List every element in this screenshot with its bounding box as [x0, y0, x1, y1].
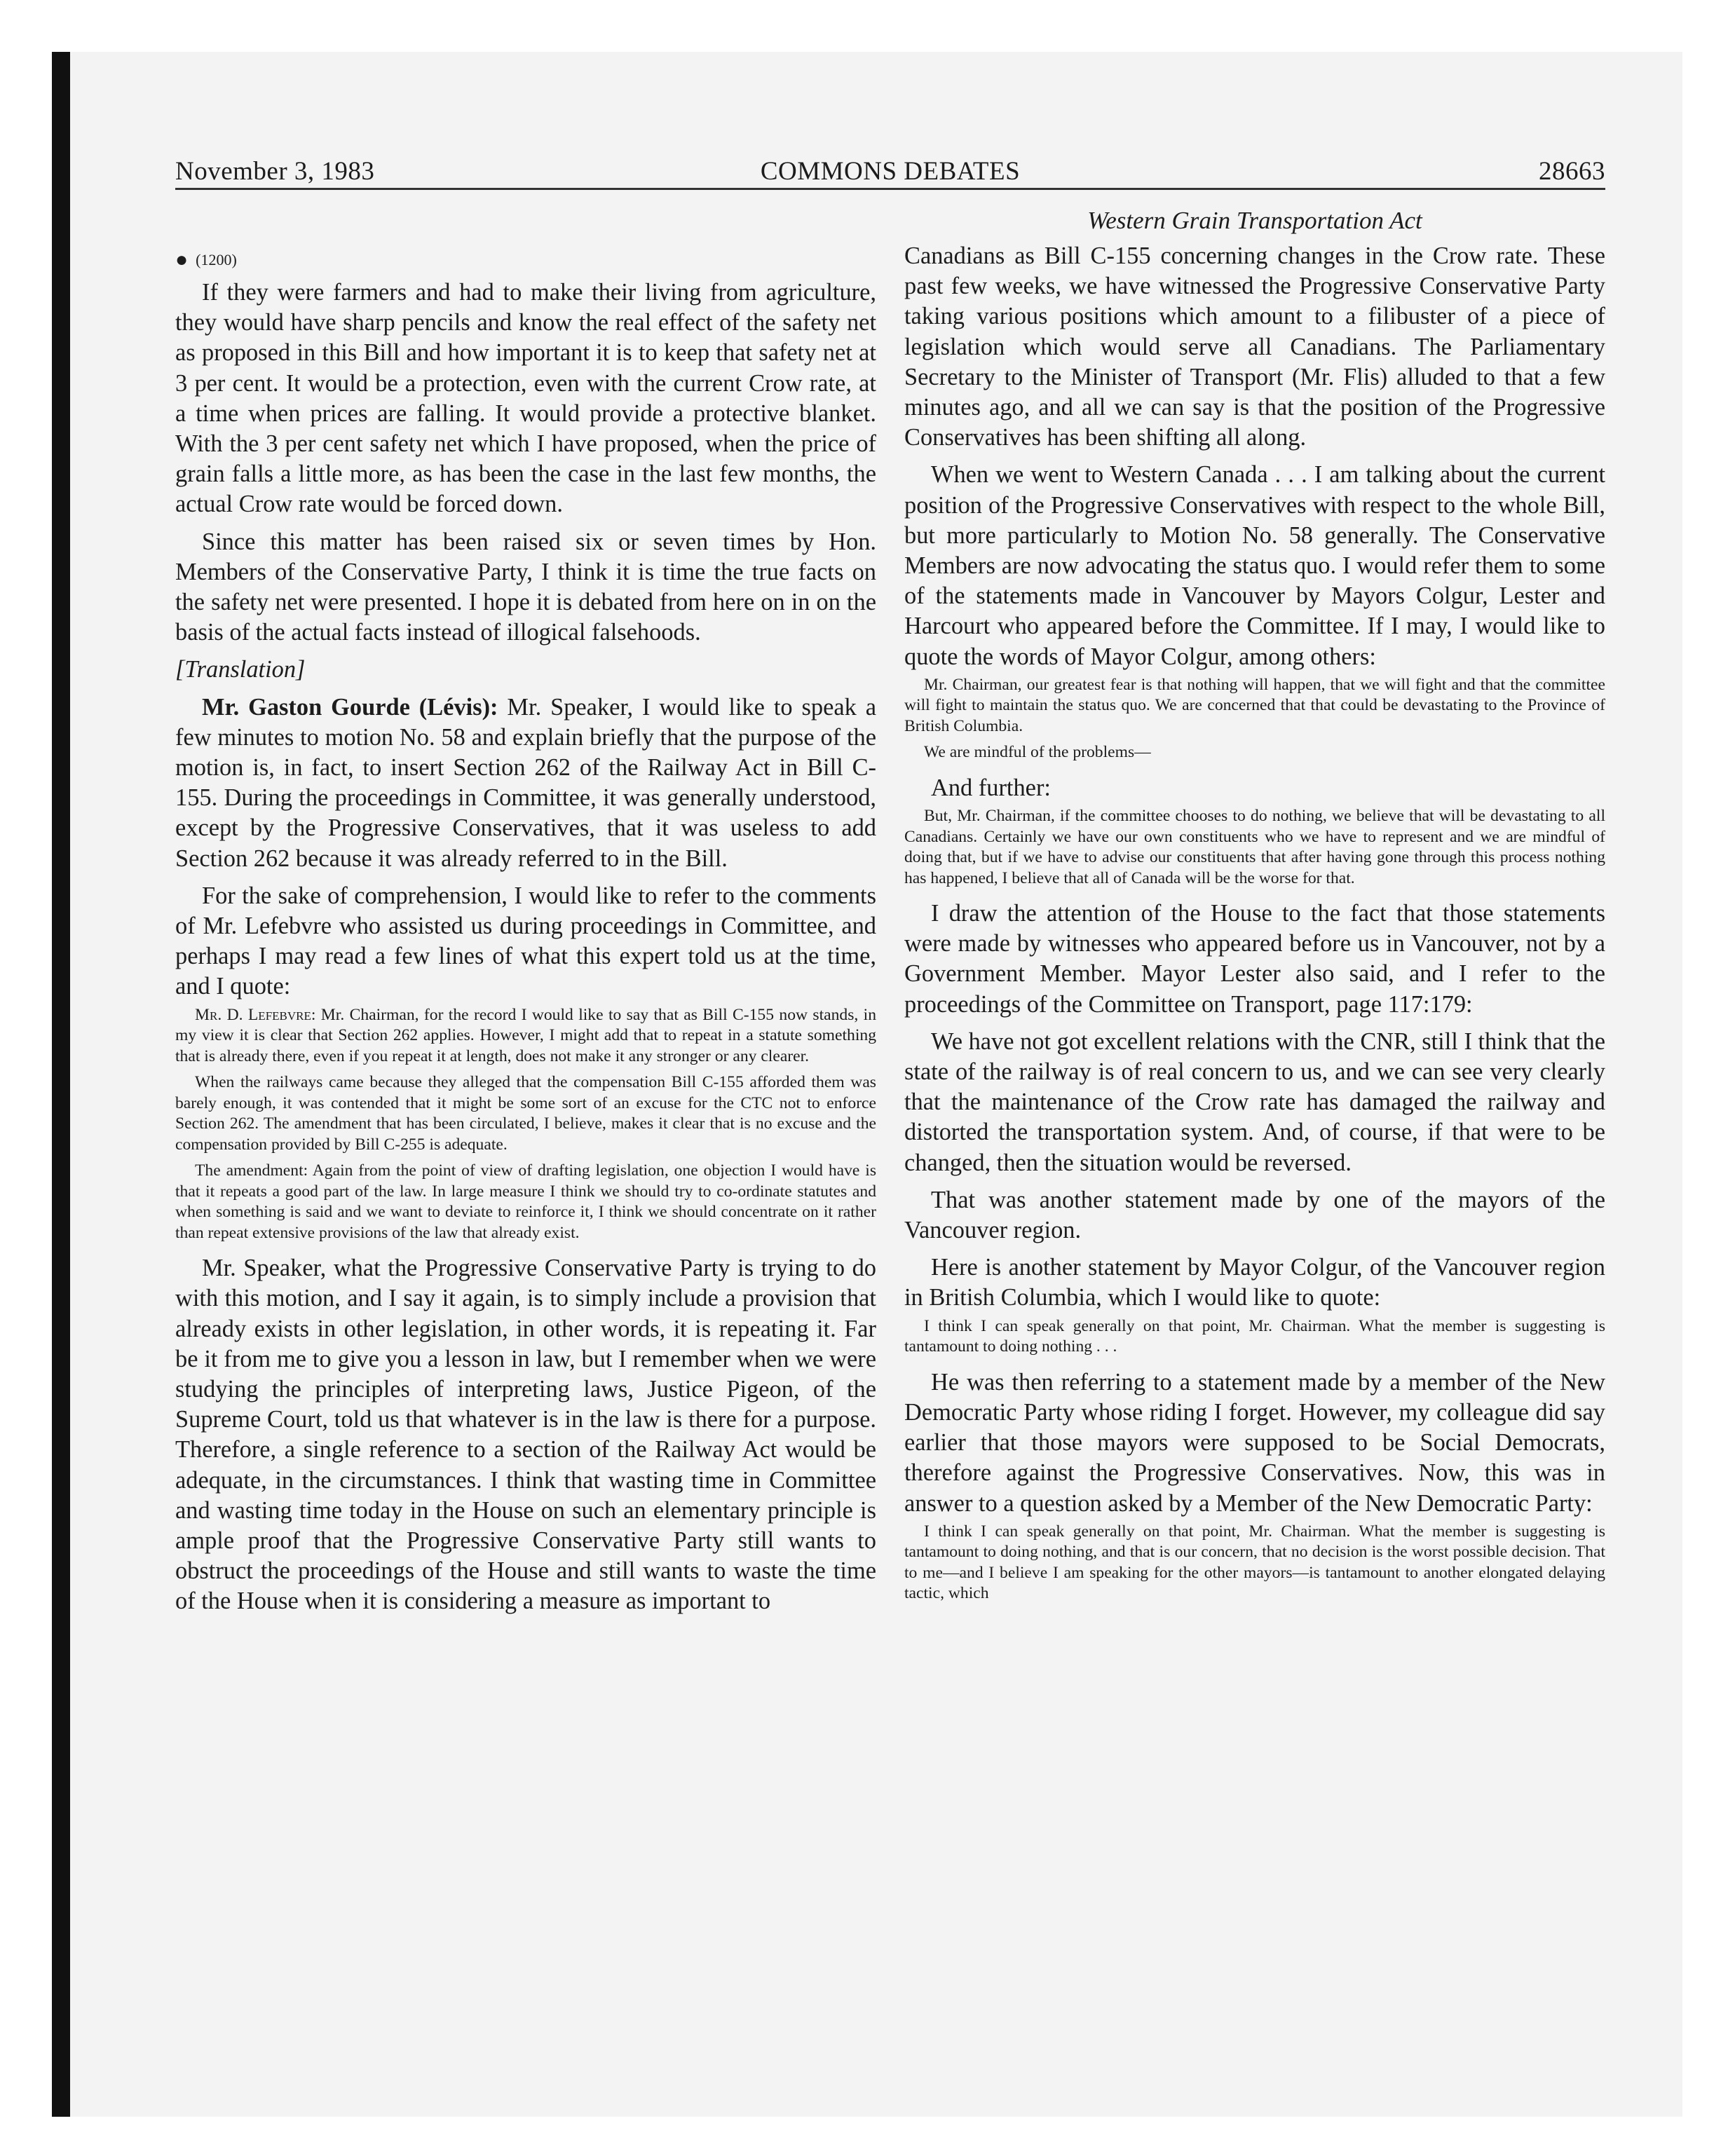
paragraph: He was then referring to a statement made by a member of the New Democratic Party whose riding I forget. However, my colleague did say earlier that those mayors were supposed to be Social Democrats, therefore against the Progressive Conservatives. Now, this was in answer to a question asked by a Member of the New Democratic Party:	[904, 1368, 1605, 1517]
quote-text: Mr. Chairman, for the record I would like to say that as Bill C-155 now stands, in my view it is clear that Section 262 applies. However, I might add that to repeat in a statute something that is already there, even if you repeat it at length, does not make it any stronger or any clearer.	[175, 1005, 877, 1065]
paragraph: When we went to Western Canada . . . I am talking about the current position of the Progressive Conservatives with respect to the whole Bill, but more particularly to Motion No. 58 generally. The Conservative Members are now advocating the status quo. I would refer them to some of the statements made in Vancouver by Mayors Colgur, Lester and Harcourt who appeared before the Committee. If I may, I would like to quote the words of Mayor Colgur, among others:	[904, 461, 1605, 670]
paragraph: Mr. Speaker, what the Progressive Conservative Party is trying to do with this motion, and I say it again, is to simply include a provision that already exists in other legislation, in other words, it is repeating it. Far be it from me to give you a lesson in law, but I remember when we were studying the principles of interpreting laws, Justice Pigeon, of the Supreme Court, told us that whatever is in the law is there for a purpose. Therefore, a single reference to a section of the Railway Act would be adequate, in the circumstances. I think that wasting time in Committee and wasting time today in the House on such an elementary principle is ample proof that the Progressive Conservative Party still wants to obstruct the proceedings of the House and still wants to waste the time of the House when it is considering a measure as important to	[175, 1255, 876, 1615]
scan-binding-shadow	[52, 52, 70, 2117]
header-rule	[175, 188, 1605, 190]
right-column	[904, 241, 1605, 1614]
block-quote: I think I can speak generally on that point, Mr. Chairman. What the member is suggesting is tantamount to doing nothing . . .	[904, 1316, 1605, 1356]
paragraph: And further:	[931, 774, 1051, 801]
scan-margin	[0, 0, 56, 2156]
speaker-name: Mr. Gaston Gourde (Lévis):	[202, 693, 498, 721]
speech-text: Mr. Speaker, I would like to speak a few minutes to motion No. 58 and explain briefly that the purpose of the motion is, in fact, to insert Section 262 of the Railway Act in Bill C-155. During the proceedings in Committee, it was generally understood, except by the Progressive Conservatives, that it was useless to add Section 262 because it was already referred to in the Bill.	[175, 693, 877, 872]
paragraph: Since this matter has been raised six or seven times by Hon. Members of the Conservative Party, I think it is time the true facts on the safety net were presented. I hope it is debated from here on in on the basis of the actual facts instead of illogical falsehoods.	[175, 528, 876, 646]
header-date: November 3, 1983	[175, 157, 375, 186]
time-marker-label: (1200)	[196, 251, 237, 268]
page-number: 28663	[1539, 157, 1605, 186]
paragraph: Here is another statement by Mayor Colgur, of the Vancouver region in British Columbia, which I would like to quote:	[904, 1254, 1605, 1311]
quote-speaker: Mr. D. Lefebvre:	[195, 1005, 316, 1024]
bullet-icon: ●	[175, 248, 189, 271]
speech-paragraph	[175, 692, 876, 874]
block-quote: Mr. Chairman, our greatest fear is that nothing will happen, that we will fight and that the committee will fight to maintain the status quo. We are concerned that that could be devastating to the Province of British Columbia.	[904, 675, 1605, 735]
block-quote: The amendment: Again from the point of view of drafting legislation, one objection I would have is that it repeats a good part of the law. In large measure I think we should try to co-ordinate statutes and when something is said and we want to deviate to reinforce it, I think we should concentrate on it rather than repeat extensive provisions of the law that already exist.	[175, 1161, 876, 1242]
block-quote: When the railways came because they alleged that the compensation Bill C-155 afforded them was barely enough, it was contended that it might be some sort of an excuse for the CTC not to enforce Section 262. The amendment that has been circulated, I believe, makes it clear that is no excuse and the compensation provided by Bill C-255 is adequate.	[175, 1073, 876, 1154]
paragraph: That was another statement made by one of the mayors of the Vancouver region.	[904, 1186, 1605, 1244]
block-quote: But, Mr. Chairman, if the committee chooses to do nothing, we believe that will be devastating to all Canadians. Certainly we have our own constituents who we have to represent and we are mindful of doing that, but if we have to advise our constituents that after having gone through this process nothing has happened, I believe that all of Canada will be the worse for that.	[904, 807, 1605, 887]
translation-note: [Translation]	[175, 656, 306, 683]
paragraph: We have not got excellent relations with the CNR, still I think that the state of the railway is of real concern to us, and we can see very clearly that the maintenance of the Crow rate has damaged the railway and distorted the transportation system. And, of course, if that were to be changed, then the situation would be reversed.	[904, 1028, 1605, 1176]
block-quote: We are mindful of the problems—	[924, 743, 1151, 762]
time-marker	[175, 250, 876, 271]
paragraph: I draw the attention of the House to the fact that those statements were made by witnesses who appeared before us in Vancouver, not by a Government Member. Mayor Lester also said, and I refer to the proceedings of the Committee on Transport, page 117:179:	[904, 900, 1605, 1018]
publication-title: COMMONS DEBATES	[760, 157, 1021, 186]
left-column	[175, 241, 876, 1617]
running-title: Western Grain Transportation Act	[1087, 207, 1422, 234]
paragraph: Canadians as Bill C-155 concerning changes in the Crow rate. These past few weeks, we have witnessed the Progressive Conservative Party taking various positions which amount to a filibuster of a piece of legislation which would serve all Canadians. The Parliamentary Secretary to the Minister of Transport (Mr. Flis) alluded to that a few minutes ago, and all we can say is that the position of the Progressive Conservatives has been shifting all along.	[904, 243, 1605, 451]
paragraph: For the sake of comprehension, I would like to refer to the comments of Mr. Lefebvre who assisted us during proceedings in Committee, and perhaps I may read a few lines of what this expert told us at the time, and I quote:	[175, 882, 876, 1000]
block-quote: I think I can speak generally on that point, Mr. Chairman. What the member is suggesting is tantamount to doing nothing, and that is our concern, that no decision is the worst possible decision. That to me—and I believe I am speaking for the other mayors—is tantamount to another elongated delaying tactic, which	[904, 1522, 1605, 1603]
page-header	[175, 156, 1605, 189]
block-quote	[175, 1005, 876, 1067]
paragraph: If they were farmers and had to make their living from agriculture, they would have sharp pencils and know the real effect of the safety net as proposed in this Bill and how important it is to keep that safety net at 3 per cent. It would be a protection, even with the current Crow rate, at a time when prices are falling. It would provide a protective blanket. With the 3 per cent safety net which I have proposed, when the price of grain falls a little more, as has been the case in the last few months, the actual Crow rate would be forced down.	[175, 279, 876, 518]
